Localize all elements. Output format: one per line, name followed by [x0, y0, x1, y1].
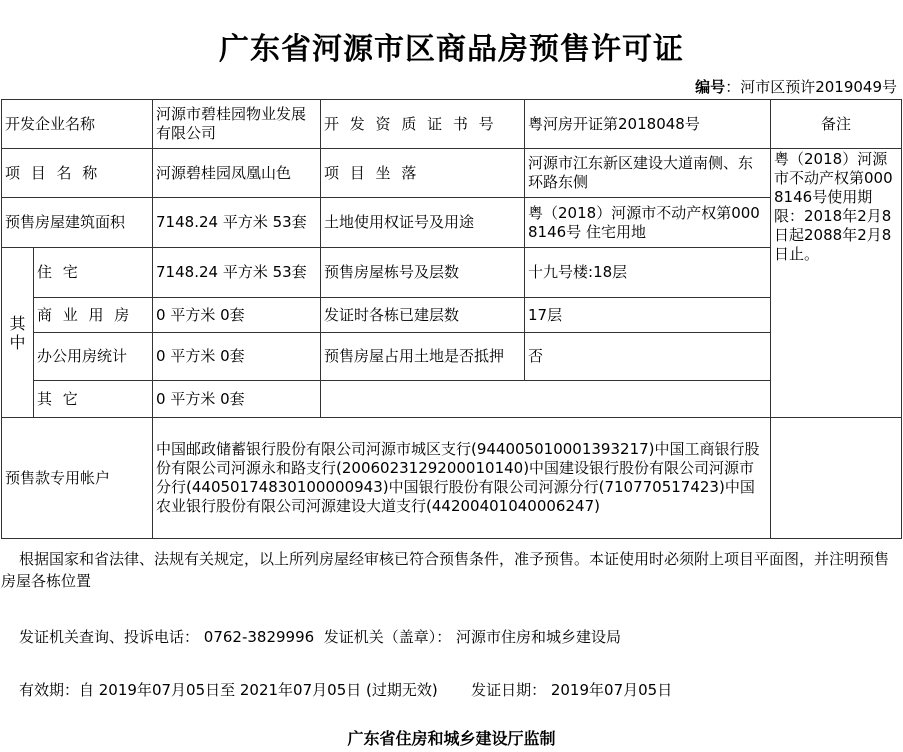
residential-label: 住 宅 [34, 248, 153, 298]
supervisor-footer: 广东省住房和城乡建设厅监制 [347, 729, 556, 748]
qualification-label: 开 发 资 质 证 书 号 [321, 100, 525, 149]
built-floors-value: 17层 [525, 298, 771, 333]
among-char-1: 其 [9, 313, 26, 333]
presale-area-value: 7148.24 平方米 53套 [153, 198, 321, 248]
table-row [2, 333, 902, 381]
among-label [2, 248, 34, 418]
empty-cell [771, 418, 902, 539]
permit-number-label: 编号 [695, 78, 726, 96]
other-value: 0 平方米 0套 [153, 381, 321, 418]
validity-line: 有效期：自 2019年07月05日至 2021年07月05日 (过期无效) 发证日期： 2019年07月05日 [19, 681, 673, 699]
among-char-2: 中 [9, 332, 26, 352]
permit-number-value: ：河市区预许2019049号 [725, 78, 897, 96]
table-row [2, 198, 902, 248]
document-title: 广东省河源市区商品房预售许可证 [219, 32, 684, 67]
project-name-label: 项 目 名 称 [2, 149, 153, 198]
developer-value: 河源市碧桂园物业发展有限公司 [153, 100, 321, 149]
project-location-value: 河源市江东新区建设大道南侧、东环路东侧 [525, 149, 771, 198]
contact-line: 发证机关查询、投诉电话： 0762-3829996 发证机关（盖章）： 河源市住房和城乡建设局 [19, 628, 621, 646]
table-row [2, 298, 902, 333]
office-label: 办公用房统计 [34, 333, 153, 381]
building-floors-value: 十九号楼:18层 [525, 248, 771, 298]
account-label: 预售款专用帐户 [2, 418, 153, 539]
remarks-label: 备注 [771, 100, 902, 149]
table-row [2, 149, 902, 198]
table-row [2, 381, 902, 418]
residential-value: 7148.24 平方米 53套 [153, 248, 321, 298]
table-row [2, 100, 902, 149]
permit-number [695, 76, 897, 97]
remarks-value: 粤（2018）河源市不动产权第0008146号使用期限：2018年2月8日起2088年2月8日止。 [771, 149, 902, 418]
table-row [2, 418, 902, 539]
other-label: 其 它 [34, 381, 153, 418]
permit-table [1, 99, 902, 539]
presale-area-label: 预售房屋建筑面积 [2, 198, 153, 248]
mortgage-label: 预售房屋占用土地是否抵押 [321, 333, 525, 381]
table-row [2, 248, 902, 298]
empty-cell [321, 381, 771, 418]
project-name-value: 河源碧桂园凤凰山色 [153, 149, 321, 198]
land-cert-value: 粤（2018）河源市不动产权第0008146号 住宅用地 [525, 198, 771, 248]
land-cert-label: 土地使用权证号及用途 [321, 198, 525, 248]
qualification-value: 粤河房开证第2018048号 [525, 100, 771, 149]
project-location-label: 项 目 坐 落 [321, 149, 525, 198]
commercial-label: 商 业 用 房 [34, 298, 153, 333]
account-value: 中国邮政储蓄银行股份有限公司河源市城区支行(944005010001393217)中国工商银行股份有限公司河源永和路支行(2006023129200010140)中国建设银行股份有限公司河源市分行(44050174830100000943)中国银行股份有限公司河源分行(710770517423)中国农业银行股份有限公司河源建设大道支行(44200401040006247) [153, 418, 771, 539]
statement-text: 根据国家和省法律、法规有关规定，以上所列房屋经审核已符合预售条件，准予预售。本证使用时必须附上项目平面图，并注明预售房屋各栋位置 [1, 550, 890, 590]
office-value: 0 平方米 0套 [153, 333, 321, 381]
building-floors-label: 预售房屋栋号及层数 [321, 248, 525, 298]
mortgage-value: 否 [525, 333, 771, 381]
commercial-value: 0 平方米 0套 [153, 298, 321, 333]
built-floors-label: 发证时各栋已建层数 [321, 298, 525, 333]
developer-label: 开发企业名称 [2, 100, 153, 149]
